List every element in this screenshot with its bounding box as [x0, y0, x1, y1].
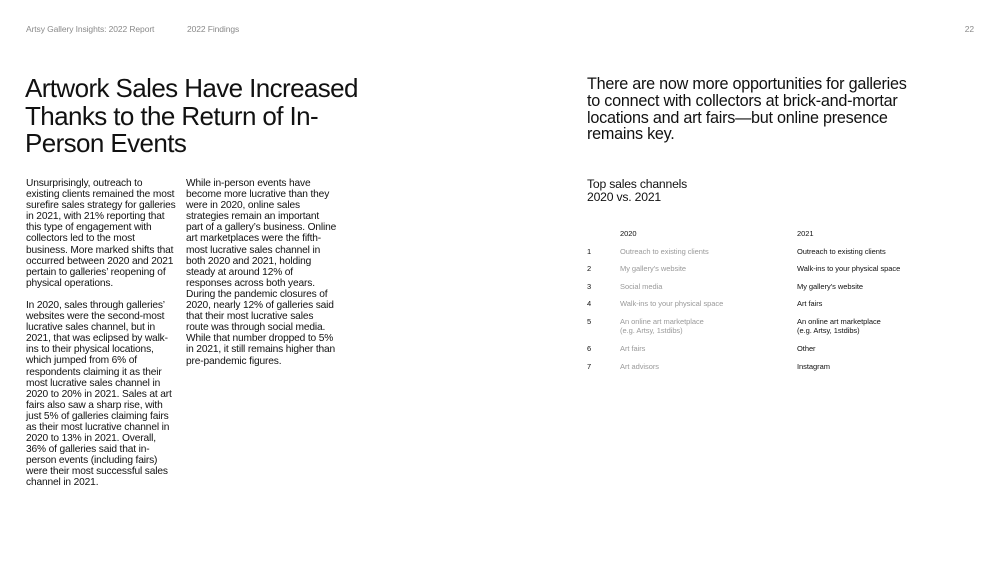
- cell-2021: Other: [797, 343, 816, 353]
- table-row: [587, 247, 947, 265]
- table-row: [587, 264, 947, 282]
- table-row: [587, 317, 947, 344]
- table-row: [587, 282, 947, 300]
- body-column-left: [26, 178, 178, 500]
- rank-cell: 1: [587, 246, 592, 256]
- cell-2021: Instagram: [797, 361, 830, 371]
- body-column-right: [186, 178, 338, 378]
- page-title: Artwork Sales Have Increased Thanks to the Return of In-Person Events: [25, 73, 358, 158]
- rank-cell: 5: [587, 316, 592, 326]
- rank-cell: 7: [587, 361, 592, 371]
- paragraph: In 2020, sales through galleries’ websites were the second-most lucrative sales channel, but in 2021, that was eclipsed by walk-ins to their physical locations, which jumped from 6% of respondents claiming it as their most lucrative sales channel in 2020 to 20% in 2021. Sales at art fairs also saw a sharp rise, with just 5% of galleries claiming fairs as their most lucrative channel in 2020 to 13% in 2021. Overall, 36% of galleries said that in-person events (including fairs) were their most successful sales channel in 2021.: [26, 299, 172, 489]
- paragraph: Unsurprisingly, outreach to existing clients remained the most surefire sales strategy for galleries in 2021, with 21% reporting that this type of engagement with collectors led to the most business. More marked shifts that occurred between 2020 and 2021 pertain to galleries’ reopening of physical operations.: [26, 178, 176, 289]
- column-header-2020: 2020: [620, 229, 637, 238]
- cell-2020: Walk-ins to your physical space: [620, 299, 724, 309]
- page-number: 22: [964, 24, 974, 34]
- table-title-line2: 2020 vs. 2021: [587, 190, 661, 204]
- cell-2021: [797, 317, 947, 336]
- rank-cell: 2: [587, 264, 592, 274]
- report-title: Artsy Gallery Insights: 2022 Report: [26, 24, 155, 34]
- pull-quote: There are now more opportunities for galleries to connect with collectors at brick-and-mortar locations and art fairs—but online presence remains key.: [587, 75, 907, 144]
- table-title-line1: Top sales channels: [587, 177, 688, 191]
- cell-2020: Social media: [620, 281, 663, 291]
- table-title: [587, 178, 687, 204]
- cell-2021-main: An online art marketplace: [797, 316, 881, 326]
- cell-2020: Art advisors: [620, 361, 659, 371]
- cell-2021-sub: (e.g. Artsy, 1stdibs): [797, 326, 860, 336]
- rank-cell: 6: [587, 343, 592, 353]
- cell-2020: [620, 317, 797, 336]
- section-title: 2022 Findings: [187, 24, 240, 34]
- paragraph: While in-person events have become more lucrative than they were in 2020, online sales strategies remain an important part of a gallery’s business. Online art marketplaces were the fifth-most lucrative sales channel in both 2020 and 2021, holding steady at around 12% of responses across both years. During the pandemic closures of 2020, nearly 12% of galleries said that their most lucrative sales route was through social media. While that number dropped to 5% in 2021, it still remains higher than pre-pandemic figures.: [186, 178, 337, 367]
- cell-2020: Outreach to existing clients: [620, 246, 709, 256]
- cell-2021: Art fairs: [797, 299, 823, 309]
- cell-2020-sub: (e.g. Artsy, 1stdibs): [620, 326, 683, 336]
- cell-2020: My gallery’s website: [620, 264, 686, 274]
- table-header-row: [587, 229, 947, 247]
- cell-2020: Art fairs: [620, 343, 646, 353]
- column-header-2021: 2021: [797, 229, 814, 238]
- cell-2021: Outreach to existing clients: [797, 246, 886, 256]
- cell-2021: Walk-ins to your physical space: [797, 264, 901, 274]
- table-row: [587, 344, 947, 362]
- page-header: [26, 24, 974, 38]
- rank-cell: 4: [587, 299, 592, 309]
- cell-2020-main: An online art marketplace: [620, 316, 704, 326]
- rank-cell: 3: [587, 281, 592, 291]
- table-row: [587, 362, 947, 380]
- table-row: [587, 299, 947, 317]
- sales-channels-table: [587, 229, 947, 379]
- cell-2021: My gallery’s website: [797, 281, 863, 291]
